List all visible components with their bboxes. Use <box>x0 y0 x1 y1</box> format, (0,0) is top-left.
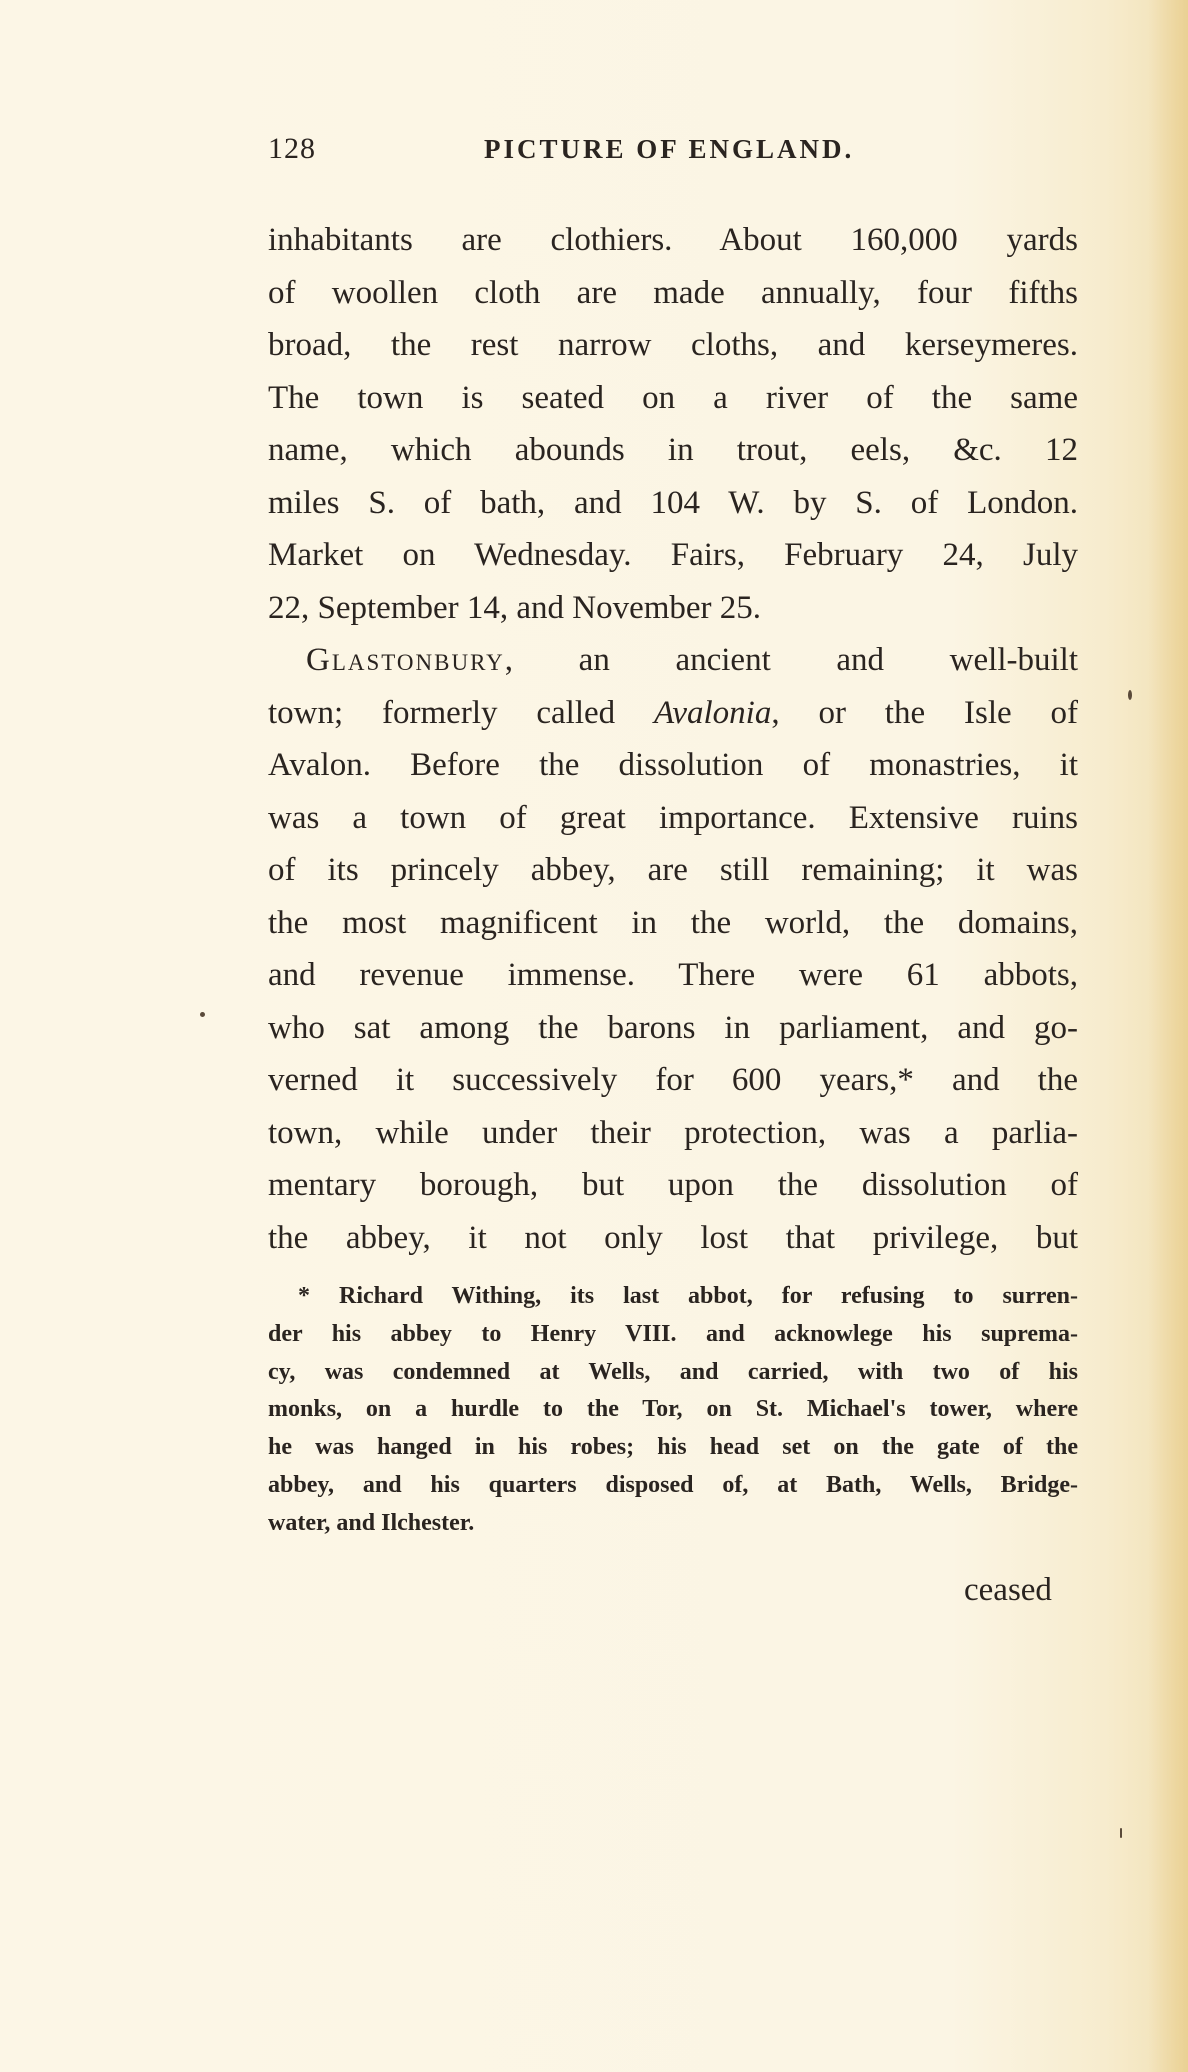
body-line: Market on Wednesday. Fairs, February 24, July <box>268 537 1078 573</box>
body-line: was a town of great importance. Extensive ruins <box>268 799 1078 836</box>
body-line: Avalon. Before the dissolution of monastries, it <box>268 747 1078 783</box>
body-line: name, which abounds in trout, eels, &c. 12 <box>268 432 1078 468</box>
paper-speck <box>1128 690 1132 700</box>
body-line-glastonbury <box>268 634 1078 687</box>
body-text-fragment: town; formerly called <box>268 694 654 731</box>
place-name-avalonia: Avalonia <box>654 694 772 731</box>
footnote-line: abbey, and his quarters disposed of, at Bath, Wells, Bridge- <box>268 1471 1078 1498</box>
footnote-line: water, and Ilchester. <box>268 1509 475 1536</box>
paper-speck <box>1120 1828 1122 1838</box>
body-line: 22, September 14, and November 25. <box>268 589 762 626</box>
body-line: verned it successively for 600 years,* and the <box>268 1062 1078 1098</box>
body-line: the abbey, it not only lost that privilege, but <box>268 1219 1078 1256</box>
place-name-glastonbury: Glastonbury <box>306 642 505 678</box>
footnote-line: monks, on a hurdle to the Tor, on St. Michael's tower, where <box>268 1396 1078 1423</box>
running-head: PICTURE OF ENGLAND. <box>484 134 855 164</box>
body-line-avalonia <box>268 687 1078 740</box>
body-line: and revenue immense. There were 61 abbots, <box>268 957 1078 993</box>
footnote <box>268 1278 1078 1543</box>
body-line: mentary borough, but upon the dissolution of <box>268 1167 1078 1203</box>
body-line: who sat among the barons in parliament, and go- <box>268 1009 1078 1046</box>
body-line: broad, the rest narrow cloths, and kerseymeres. <box>268 327 1078 363</box>
footnote-line: der his abbey to Henry VIII. and acknowlege his suprema- <box>268 1320 1078 1347</box>
body-text-fragment: , or the Isle of <box>771 694 1078 731</box>
catchword: ceased <box>964 1572 1052 1608</box>
body-line: The town is seated on a river of the same <box>268 379 1078 416</box>
body-text-fragment: , an ancient and well-built <box>504 642 1078 678</box>
body-line: town, while under their protection, was a parlia- <box>268 1114 1078 1151</box>
body-line: the most magnificent in the world, the domains, <box>268 904 1078 941</box>
body-line: of woollen cloth are made annually, four fifths <box>268 274 1078 311</box>
footnote-line: cy, was condemned at Wells, and carried, with two of his <box>268 1358 1078 1385</box>
footnote-line: he was hanged in his robes; his head set on the gate of the <box>268 1434 1078 1461</box>
body-line: of its princely abbey, are still remaining; it was <box>268 852 1078 888</box>
page-edge-stain <box>1148 0 1188 2072</box>
footnote-line: * Richard Withing, its last abbot, for refusing to surren- <box>298 1283 1078 1309</box>
body-line: inhabitants are clothiers. About 160,000 yards <box>268 222 1078 258</box>
page-number: 128 <box>268 132 316 165</box>
body-text <box>268 214 1078 1264</box>
body-line: miles S. of bath, and 104 W. by S. of London. <box>268 484 1078 521</box>
page-header <box>268 132 928 172</box>
paper-speck <box>200 1012 205 1017</box>
